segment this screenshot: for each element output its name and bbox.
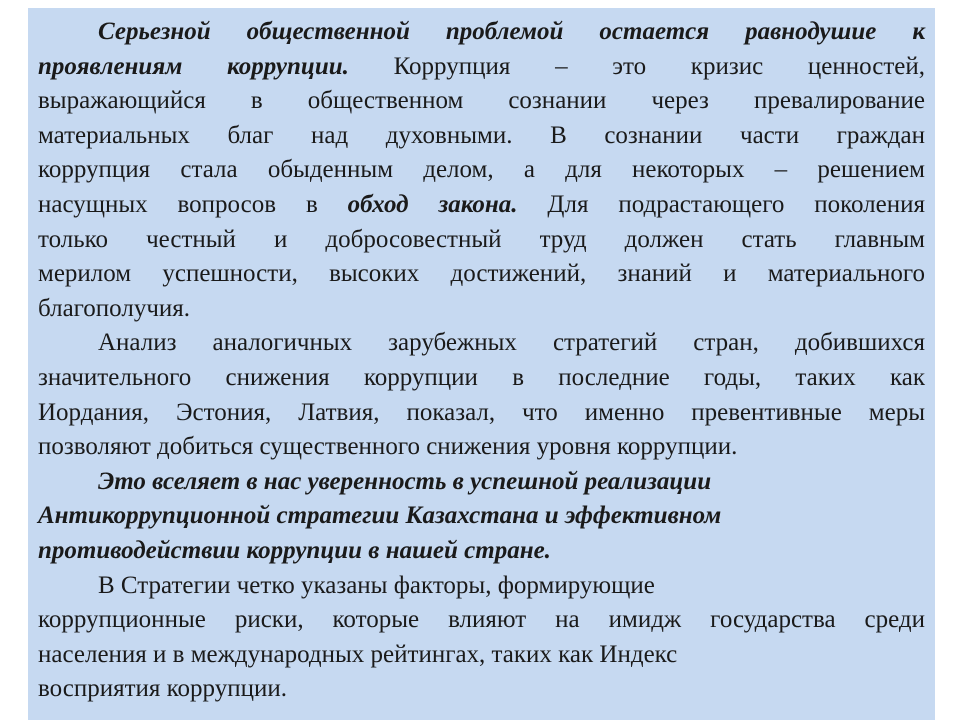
body-text: коррупционные риски, которые влияют на имидж государства среди — [38, 606, 925, 634]
body-text: восприятия коррупции. — [38, 675, 287, 703]
text-line — [38, 223, 925, 258]
text-line — [38, 603, 925, 638]
body-text: мерилом успешности, высоких достижений, знаний и материального — [38, 260, 925, 288]
paragraph-1 — [38, 15, 925, 326]
emphasis-text: обход закона. — [347, 190, 518, 218]
text-line — [38, 153, 925, 188]
text-line — [38, 361, 925, 396]
body-text: Коррупция – это кризис ценностей, — [348, 52, 925, 80]
body-text: благополучия. — [38, 294, 191, 322]
body-text: значительного снижения коррупции в последние годы, таких как — [38, 363, 925, 391]
emphasis-text: Это вселяет в нас уверенность в успешной реализации — [98, 467, 712, 495]
text-line — [38, 84, 925, 119]
text-line — [38, 119, 925, 154]
text-line — [38, 257, 925, 292]
paragraph-3 — [38, 465, 925, 569]
text-line — [38, 569, 925, 604]
paragraph-2 — [38, 326, 925, 464]
body-text: Иордания, Эстония, Латвия, показал, что именно превентивные меры — [38, 398, 925, 426]
body-text: только честный и добросовестный труд должен стать главным — [38, 225, 925, 253]
body-text: коррупция стала обыденным делом, а для некоторых – решением — [38, 156, 925, 184]
text-line — [38, 396, 925, 431]
text-line — [38, 188, 925, 223]
text-line — [38, 292, 925, 327]
text-line — [38, 672, 925, 707]
body-text: Анализ аналогичных зарубежных стратегий стран, добившихся — [98, 329, 925, 357]
text-line — [38, 15, 925, 50]
body-text: материальных благ над духовными. В сознании части граждан — [38, 121, 925, 149]
emphasis-text: Антикоррупционной стратегии Казахстана и эффективном — [38, 502, 722, 530]
text-line — [38, 534, 925, 569]
text-line — [38, 465, 925, 500]
body-text: выражающийся в общественном сознании через превалирование — [38, 87, 925, 115]
text-box — [28, 8, 935, 720]
body-text: позволяют добиться существенного снижения уровня коррупции. — [38, 433, 738, 461]
paragraph-4 — [38, 569, 925, 707]
text-line — [38, 50, 925, 85]
emphasis-text: проявлениям коррупции. — [38, 52, 349, 80]
text-line — [38, 326, 925, 361]
body-text: насущных вопросов в — [38, 190, 348, 218]
body-text: населения и в международных рейтингах, таких как Индекс — [38, 640, 678, 668]
text-line — [38, 638, 925, 673]
emphasis-text: противодействии коррупции в нашей стране. — [38, 536, 551, 564]
body-text: В Стратегии четко указаны факторы, формирующие — [98, 571, 655, 599]
body-text: Для подрастающего поколения — [517, 190, 925, 218]
text-line — [38, 430, 925, 465]
text-line — [38, 499, 925, 534]
emphasis-text: Серьезной общественной проблемой остается равнодушие к — [98, 18, 925, 45]
